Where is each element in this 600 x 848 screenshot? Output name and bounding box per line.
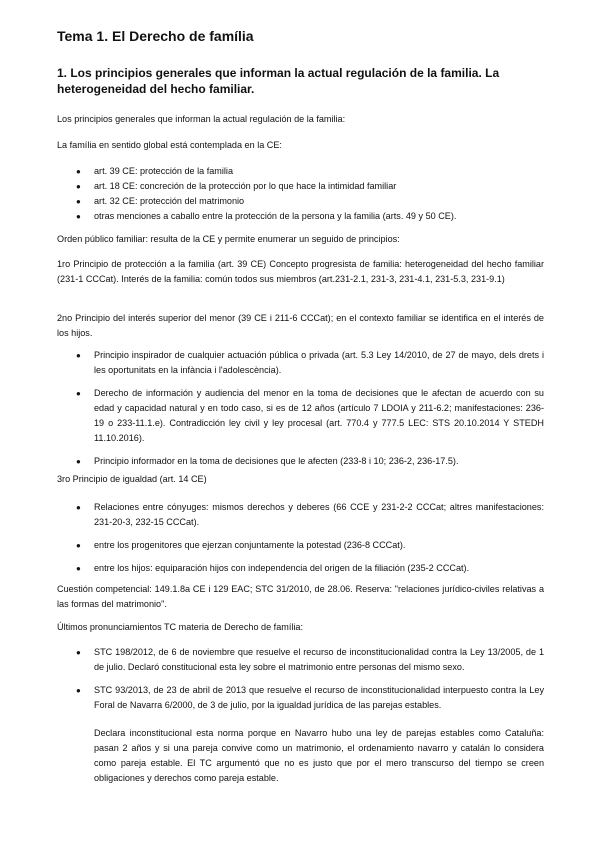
global-family-paragraph: La família en sentido global está contemplada en la CE: bbox=[57, 140, 282, 150]
list-item: ● art. 32 CE: protección del matrimonio bbox=[76, 194, 544, 209]
list-item: ● art. 18 CE: concreción de la protección por lo que hace la intimidad familiar bbox=[76, 179, 544, 194]
bullet-icon: ● bbox=[76, 541, 81, 550]
bullet-icon: ● bbox=[76, 648, 81, 657]
list-item: ● entre los progenitores que ejerzan conjuntamente la potestad (236-8 CCCat). bbox=[76, 538, 544, 553]
bullet-icon: ● bbox=[76, 457, 81, 466]
list-item: ● STC 198/2012, de 6 de noviembre que resuelve el recurso de inconstitucionalidad contra la Ley 13/2005, de 1 de julio. Declaró constitucional esta ley sobre el matrimonio entre personas del mismo sexo. bbox=[76, 647, 544, 672]
bullet-icon: ● bbox=[76, 564, 81, 573]
list-item: ● Principio informador en la toma de decisiones que le afecten (233-8 i 10; 236-2, 236-17.5). bbox=[76, 454, 544, 469]
list-item: ● Principio inspirador de cualquier actuación pública o privada (art. 5.3 Ley 14/2010, de 27 de mayo, dels drets i les oportunitats en la infància i l'adolescència). bbox=[76, 350, 544, 375]
list-item: ● Relaciones entre cónyuges: mismos derechos y deberes (66 CCE y 231-2-2 CCCat; altres manifestaciones: 231-20-3, 232-15 CCCat). bbox=[76, 502, 544, 527]
principle-1-paragraph: 1ro Principio de protección a la familia (art. 39 CE) Concepto progresista de familia: heterogeneidad del hecho familiar (231-1 CCCat). Interés de la familia: común todos sus miembros (art.231-2.1, 231-3, 231-4.1, 231-5.3, 231-9.1) bbox=[57, 259, 544, 284]
ce-articles-list bbox=[76, 164, 544, 224]
list-item: ● entre los hijos: equiparación hijos con independencia del origen de la filiación (235-2 CCCat). bbox=[76, 561, 544, 576]
bullet-icon: ● bbox=[76, 197, 81, 206]
bullet-icon: ● bbox=[76, 686, 81, 695]
bullet-icon: ● bbox=[76, 167, 81, 176]
list-item: ● art. 39 CE: protección de la familia bbox=[76, 164, 544, 179]
equality-list bbox=[76, 500, 544, 576]
page-title: Tema 1. El Derecho de família bbox=[57, 28, 254, 44]
bullet-icon: ● bbox=[76, 389, 81, 398]
tc-rulings-list bbox=[76, 645, 544, 713]
section-heading: 1. Los principios generales que informan la actual regulación de la familia. La heterogeneidad del hecho familiar. bbox=[57, 66, 500, 96]
navarra-note-paragraph: Declara inconstitucional esta norma porque en Navarro hubo una ley de parejas estables como Cataluña: pasan 2 años y si una pareja convive como un matrimonio, el ordenamiento navarro y catalán lo considera como pareja estable. El TC argumentó que no es justo que por el mero transcurso del tiempo se creen obligaciones y derechos como pareja estable. bbox=[94, 728, 544, 783]
list-item: ● otras menciones a caballo entre la protección de la persona y la familia (arts. 49 y 50 CE). bbox=[76, 209, 544, 224]
bullet-icon: ● bbox=[76, 182, 81, 191]
minor-interest-list bbox=[76, 348, 544, 469]
principle-2-paragraph: 2no Principio del interés superior del menor (39 CE i 211-6 CCCat); en el contexto familiar se identifica en el interés de los hijos. bbox=[57, 313, 544, 338]
principle-3-paragraph: 3ro Principio de igualdad (art. 14 CE) bbox=[57, 474, 207, 484]
intro-paragraph: Los principios generales que informan la actual regulación de la familia: bbox=[57, 114, 346, 124]
latest-rulings-heading: Últimos pronunciamientos TC materia de Derecho de família: bbox=[57, 622, 303, 632]
competence-paragraph: Cuestión competencial: 149.1.8a CE i 129 EAC; STC 31/2010, de 28.06. Reserva: "relaciones jurídico-civiles relativas a las formas del matrimonio". bbox=[57, 584, 544, 609]
bullet-icon: ● bbox=[76, 212, 81, 221]
bullet-icon: ● bbox=[76, 351, 81, 360]
public-order-paragraph: Orden público familiar: resulta de la CE y permite enumerar un seguido de principios: bbox=[57, 234, 400, 244]
list-item: ● STC 93/2013, de 23 de abril de 2013 que resuelve el recurso de inconstitucionalidad interpuesto contra la Ley Foral de Navarra 6/2000, de 3 de julio, por la igualdad jurídica de las parejas estables. bbox=[76, 685, 544, 710]
bullet-icon: ● bbox=[76, 503, 81, 512]
list-item: ● Derecho de información y audiencia del menor en la toma de decisiones que le afectan de acuerdo con su edad y capacidad natural y en todo caso, si es de 12 años (artículo 7 LDOIA y 211-6.2; manifestaciones: 236-19 o 233-11.1.e). Contradicción ley civil y ley procesal (art. 770.4 y 777.5 LEC: STS 20.10.2014 Y STEDH 11.10.2016). bbox=[76, 388, 544, 443]
